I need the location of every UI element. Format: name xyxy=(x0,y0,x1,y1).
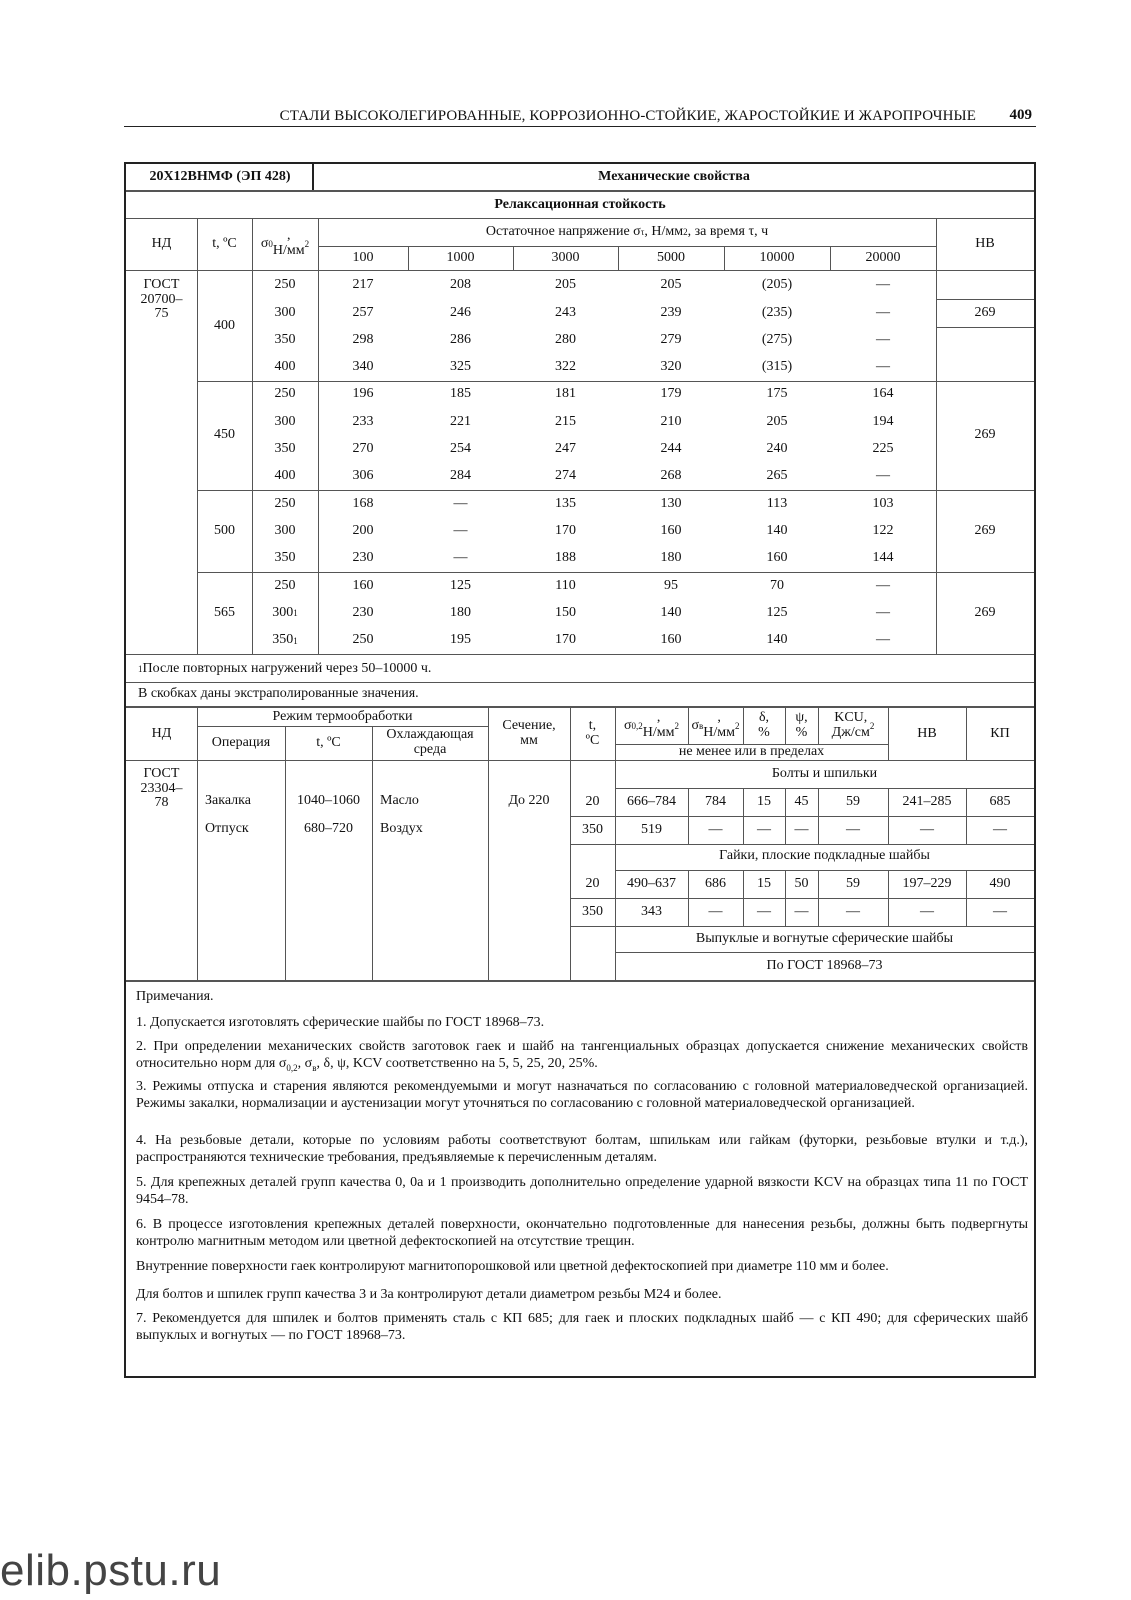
residual-value: 140 xyxy=(766,632,788,648)
residual-value: 254 xyxy=(450,441,471,457)
residual-value: 196 xyxy=(352,386,374,402)
note-5: 5. Для крепежных деталей групп качества 0, 0а и 1 производить дополнительно определение ударной вязкости KCV на образцах типа 11 по ГОСТ 9454–78. xyxy=(136,1175,1028,1207)
residual-value: 221 xyxy=(450,413,471,429)
grade-title: 20Х12ВНМФ (ЭП 428) xyxy=(149,168,291,184)
residual-value: 175 xyxy=(766,386,788,402)
sigma0-value: 350 xyxy=(274,550,296,566)
sigma0-value: 350 1 xyxy=(272,632,298,648)
washers-value: По ГОСТ 18968–73 xyxy=(766,957,883,973)
table-rule xyxy=(888,788,889,816)
mech-header-test-temperature: t, ºС xyxy=(585,718,600,748)
test-temperature: 20 xyxy=(585,793,600,809)
residual-value: 210 xyxy=(660,413,682,429)
residual-value: 205 xyxy=(766,413,788,429)
test-temperature: 350 xyxy=(582,903,603,919)
table-rule xyxy=(936,327,1034,328)
residual-value: 130 xyxy=(660,495,682,511)
nuts-value: 50 xyxy=(794,875,809,891)
residual-value: 113 xyxy=(766,495,788,511)
nuts-value: — xyxy=(708,903,723,919)
header-sigma0: σ 0 , Н/мм 2 xyxy=(260,228,310,258)
residual-value: — xyxy=(876,304,890,320)
table-rule xyxy=(888,816,889,844)
residual-value: 110 xyxy=(555,577,576,593)
table-rule xyxy=(285,726,286,980)
relaxation-title: Релаксационная стойкость xyxy=(494,196,666,212)
table-rule xyxy=(966,788,967,816)
residual-value: 160 xyxy=(660,522,682,538)
mech-header-kp: КП xyxy=(990,725,1010,741)
residual-value: 286 xyxy=(450,331,471,347)
sigma0-value: 300 1 xyxy=(272,604,298,620)
residual-value: 230 xyxy=(352,550,374,566)
time-header: 20000 xyxy=(865,249,901,265)
table-rule xyxy=(966,816,967,844)
table-rule xyxy=(966,870,967,898)
hb-value: 269 xyxy=(974,427,996,443)
bolts-value: — xyxy=(708,821,723,837)
note-8: Для болтов и шпилек групп качества 3 и 3а контролируют детали диаметром резьбы М24 и более. xyxy=(136,1287,722,1302)
header-hb: НВ xyxy=(975,235,995,251)
running-header xyxy=(124,106,1036,127)
residual-value: 247 xyxy=(555,441,576,457)
header-residual-stress: Остаточное напряжение σ τ , Н/мм 2 , за время τ, ч xyxy=(485,223,769,239)
nuts-value: 15 xyxy=(757,875,771,891)
residual-value: (235) xyxy=(761,304,793,320)
bolts-value: 59 xyxy=(846,793,860,809)
test-temperature: 350 xyxy=(582,821,603,837)
nuts-value: — xyxy=(993,903,1007,919)
residual-value: 298 xyxy=(352,331,374,347)
residual-value: 217 xyxy=(352,277,374,293)
residual-value: 225 xyxy=(872,441,894,457)
table-rule xyxy=(818,788,819,816)
mech-header-kcu: KCU, Дж/см 2 xyxy=(831,710,875,740)
hb-value: 269 xyxy=(974,604,996,620)
time-header: 1000 xyxy=(446,249,475,265)
table-rule xyxy=(785,816,786,844)
residual-value: 306 xyxy=(352,468,374,484)
sigma0-value: 250 xyxy=(274,495,296,511)
bolts-value: 45 xyxy=(794,793,809,809)
temperature-group: 500 xyxy=(214,522,235,538)
residual-value: 135 xyxy=(555,495,576,511)
table-rule xyxy=(372,726,373,980)
sigma0-value: 350 xyxy=(274,331,296,347)
bolts-value: 15 xyxy=(757,793,771,809)
watermark: elib.pstu.ru xyxy=(0,1546,222,1595)
table-rule xyxy=(126,980,1034,982)
nuts-value: — xyxy=(794,903,809,919)
residual-value: 243 xyxy=(555,304,576,320)
nd-gost-20700: ГОСТ 20700– 75 xyxy=(140,276,183,322)
residual-value: 265 xyxy=(766,468,788,484)
nuts-value: 686 xyxy=(705,875,726,891)
properties-table xyxy=(124,162,1036,1378)
nuts-value: 490 xyxy=(989,875,1011,891)
residual-value: — xyxy=(876,632,890,648)
table-rule xyxy=(126,270,1034,271)
residual-value: 125 xyxy=(766,604,788,620)
bolts-value: 685 xyxy=(989,793,1011,809)
residual-value: 164 xyxy=(872,386,894,402)
mech-header-cooling: Охлаждающая среда xyxy=(386,727,474,757)
table-rule xyxy=(888,898,889,926)
operation-value: Закалка xyxy=(205,793,251,809)
residual-value: 103 xyxy=(872,495,894,511)
footnote: 1 После повторных нагружений через 50–10000 ч. xyxy=(138,660,432,676)
residual-value: 239 xyxy=(660,304,682,320)
test-temperature: 20 xyxy=(585,875,600,891)
bolts-value: 666–784 xyxy=(627,793,676,809)
table-rule xyxy=(966,898,967,926)
mech-header-nd: НД xyxy=(151,725,172,741)
nuts-value: — xyxy=(920,903,934,919)
sigma0-value: 250 xyxy=(274,386,296,402)
table-rule xyxy=(743,788,744,816)
table-rule xyxy=(785,788,786,816)
table-rule xyxy=(785,898,786,926)
page-number: 409 xyxy=(1009,107,1032,123)
mech-header-section: Сечение, мм xyxy=(502,718,556,748)
residual-value: 246 xyxy=(450,304,471,320)
cooling-medium: Масло xyxy=(380,793,419,809)
residual-value: 122 xyxy=(872,522,894,538)
residual-value: — xyxy=(453,550,468,566)
table-rule xyxy=(818,898,819,926)
residual-value: 340 xyxy=(352,359,374,375)
temperature-group: 450 xyxy=(214,427,235,443)
operation-temperature: 1040–1060 xyxy=(297,793,360,809)
time-header: 5000 xyxy=(657,249,685,265)
sigma0-value: 250 xyxy=(274,277,296,293)
residual-value: (275) xyxy=(761,331,793,347)
table-rule xyxy=(818,816,819,844)
residual-value: 179 xyxy=(660,386,682,402)
residual-value: 200 xyxy=(352,522,374,538)
bolts-value: — xyxy=(993,821,1007,837)
residual-value: 160 xyxy=(352,577,374,593)
table-rule xyxy=(688,788,689,816)
residual-value: — xyxy=(876,468,890,484)
note-9: 7. Рекомендуется для шпилек и болтов применять сталь с КП 685; для гаек и плоских подкладных шайб — с КП 490; для сферических шайб выпуклых и вогнутых — по ГОСТ 18968–73. xyxy=(136,1311,1028,1343)
table-rule xyxy=(785,870,786,898)
residual-value: 170 xyxy=(555,522,576,538)
nuts-title: Гайки, плоские подкладные шайбы xyxy=(719,848,930,864)
note-4: 4. На резьбовые детали, которые по условиям работы соответствуют болтам, шпилькам или гайкам (футорки, резьбовые втулки и т.д.), распространяются технические требования, предъявляемые к перечисленным деталям. xyxy=(136,1133,1028,1165)
residual-value: — xyxy=(876,359,890,375)
residual-value: 279 xyxy=(660,331,682,347)
section-value: До 220 xyxy=(508,793,550,809)
sigma0-value: 400 xyxy=(274,359,296,375)
residual-value: 320 xyxy=(660,359,682,375)
time-header: 10000 xyxy=(759,249,795,265)
mech-header-hb: НВ xyxy=(917,725,937,741)
mech-header-tensile: σ в , Н/мм 2 xyxy=(691,710,740,740)
residual-value: 180 xyxy=(450,604,471,620)
table-rule xyxy=(743,870,744,898)
residual-value: 125 xyxy=(450,577,471,593)
residual-value: 70 xyxy=(770,577,784,593)
mech-header-yield: σ 0,2 , Н/мм 2 xyxy=(623,710,679,740)
residual-value: 284 xyxy=(450,468,471,484)
note-3: 3. Режимы отпуска и старения являются рекомендуемыми и могут назначаться по согласованию с головной материаловедческой организацией. Режимы закалки, нормализации и аустенизации могут уточняться по согласованию с головной материаловедческой организацией. xyxy=(136,1079,1028,1111)
bolts-value: — xyxy=(846,821,860,837)
residual-value: 140 xyxy=(766,522,788,538)
residual-value: 230 xyxy=(352,604,374,620)
hb-value: 269 xyxy=(974,522,996,538)
table-rule xyxy=(743,898,744,926)
sigma0-value: 300 xyxy=(274,413,296,429)
residual-value: 244 xyxy=(660,441,682,457)
residual-value: (315) xyxy=(761,359,793,375)
time-header: 100 xyxy=(352,249,374,265)
mech-header-operation: Операция xyxy=(211,734,271,750)
residual-value: 268 xyxy=(660,468,682,484)
nuts-value: 490–637 xyxy=(627,875,676,891)
table-rule xyxy=(688,870,689,898)
residual-value: 205 xyxy=(660,277,682,293)
residual-value: 195 xyxy=(450,632,471,648)
residual-value: 233 xyxy=(352,413,374,429)
header-nd: НД xyxy=(151,235,172,251)
sigma0-value: 300 xyxy=(274,304,296,320)
residual-value: 250 xyxy=(352,632,374,648)
note-6: 6. В процессе изготовления крепежных деталей поверхности, окончательно подготовленные для нанесения резьбы, должны быть подвергнуты контролю магнитным методом или цветной дефектоскопией на отсутствие трещин. xyxy=(136,1217,1028,1249)
note-7: Внутренние поверхности гаек контролируют магнитопорошковой или цветной дефектоскопией при диаметре 110 мм и более. xyxy=(136,1259,889,1274)
table-rule xyxy=(743,816,744,844)
sigma0-value: 300 xyxy=(274,522,296,538)
table-rule xyxy=(888,870,889,898)
bolts-value: 784 xyxy=(705,793,726,809)
note-2: 2. При определении механических свойств заготовок гаек и шайб на тангенциальных образцах допускается снижение механических свойств относительно норм для $\sigma_{0,2}$, $\sigma_в$, δ, ψ, KCV соответственно на 5, 5, 25, 20, 25%. xyxy=(136,1039,1028,1073)
operation-temperature: 680–720 xyxy=(304,820,353,836)
running-header-title: СТАЛИ ВЫСОКОЛЕГИРОВАННЫЕ, КОРРОЗИОННО-СТОЙКИЕ, ЖАРОСТОЙКИЕ И ЖАРОПРОЧНЫЕ xyxy=(279,108,976,124)
table-rule xyxy=(688,816,689,844)
nd-gost-23304: ГОСТ 23304– 78 xyxy=(140,765,183,811)
residual-value: — xyxy=(876,604,890,620)
mech-header-minimum: не менее или в пределах xyxy=(678,743,825,759)
mech-header-mode: Режим термообработки xyxy=(272,708,413,724)
time-header: 3000 xyxy=(551,249,580,265)
header-temperature: t, ºС xyxy=(212,235,237,251)
nuts-value: — xyxy=(757,903,771,919)
residual-value: 194 xyxy=(872,413,894,429)
note-1: 1. Допускается изготовлять сферические шайбы по ГОСТ 18968–73. xyxy=(136,1015,545,1030)
residual-value: (205) xyxy=(761,277,793,293)
section-title: Механические свойства xyxy=(598,168,750,184)
residual-value: — xyxy=(453,495,468,511)
residual-value: 160 xyxy=(660,632,682,648)
residual-value: 140 xyxy=(660,604,682,620)
cooling-medium: Воздух xyxy=(380,820,423,836)
residual-value: 270 xyxy=(352,441,374,457)
nuts-value: 197–229 xyxy=(902,875,952,891)
residual-value: 240 xyxy=(766,441,788,457)
residual-value: 325 xyxy=(450,359,471,375)
mech-header-reduction: ψ, % xyxy=(795,710,808,740)
operation-value: Отпуск xyxy=(205,820,249,836)
table-rule xyxy=(126,654,1034,655)
residual-value: — xyxy=(876,331,890,347)
residual-value: 170 xyxy=(555,632,576,648)
residual-value: 150 xyxy=(555,604,576,620)
residual-value: 322 xyxy=(555,359,576,375)
mech-header-elongation: δ, % xyxy=(758,710,770,740)
bolts-value: 519 xyxy=(641,821,662,837)
residual-value: 181 xyxy=(555,386,576,402)
residual-value: 208 xyxy=(450,277,471,293)
bolts-value: 241–285 xyxy=(902,793,952,809)
washers-title: Выпуклые и вогнутые сферические шайбы xyxy=(695,930,954,946)
residual-value: 205 xyxy=(555,277,576,293)
residual-value: 257 xyxy=(352,304,374,320)
residual-value: — xyxy=(876,277,890,293)
residual-value: 168 xyxy=(352,495,374,511)
sigma0-value: 350 xyxy=(274,441,296,457)
bolts-value: — xyxy=(757,821,771,837)
table-rule xyxy=(688,898,689,926)
extrapolation-note: В скобках даны экстраполированные значения. xyxy=(138,686,419,702)
hb-value: 269 xyxy=(974,304,996,320)
residual-value: 215 xyxy=(555,413,576,429)
residual-value: 180 xyxy=(660,550,682,566)
residual-value: 160 xyxy=(766,550,788,566)
sigma0-value: 250 xyxy=(274,577,296,593)
note-0: Примечания. xyxy=(136,989,214,1004)
bolts-title: Болты и шпильки xyxy=(771,766,878,782)
table-rule xyxy=(818,870,819,898)
mech-header-temperature: t, ºС xyxy=(316,734,341,750)
residual-value: — xyxy=(453,522,468,538)
residual-value: 188 xyxy=(555,550,576,566)
nuts-value: 59 xyxy=(846,875,860,891)
nuts-value: 343 xyxy=(641,903,662,919)
residual-value: 185 xyxy=(450,386,471,402)
residual-value: 95 xyxy=(664,577,678,593)
residual-value: 144 xyxy=(872,550,894,566)
sigma0-value: 400 xyxy=(274,468,296,484)
residual-value: 280 xyxy=(555,331,576,347)
residual-value: 274 xyxy=(555,468,576,484)
temperature-group: 565 xyxy=(214,604,235,620)
nuts-value: — xyxy=(846,903,860,919)
bolts-value: — xyxy=(794,821,809,837)
residual-value: — xyxy=(876,577,890,593)
temperature-group: 400 xyxy=(214,318,235,334)
bolts-value: — xyxy=(920,821,934,837)
